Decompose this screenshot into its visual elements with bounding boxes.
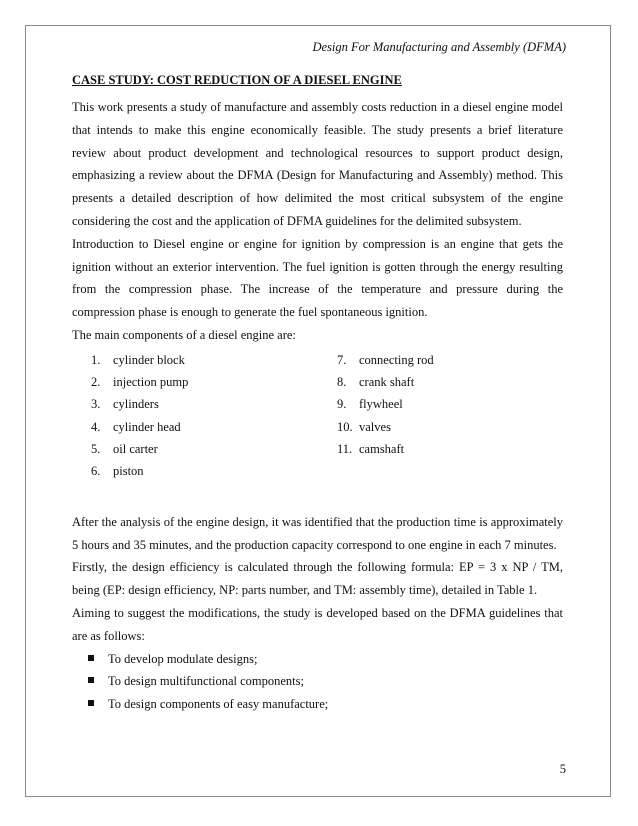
list-item: 8. crank shaft	[337, 375, 415, 390]
list-item: 11. camshaft	[337, 441, 405, 456]
diesel-paragraph: Introduction to Diesel engine or engine for ignition by compression is an engine that gets the ignition without an exterior intervention. The fuel ignition is gotten through the energy resulting from the compression phase. The increase of the temperature and pressure during the compression phase is enough to generate the fuel spontaneous ignition.	[72, 236, 563, 320]
list-item: 1. cylinder block	[91, 352, 185, 367]
list-item: 5. oil carter	[91, 441, 158, 456]
section-heading: CASE STUDY: COST REDUCTION OF A DIESEL ENGINE	[72, 73, 402, 87]
aiming-paragraph: Aiming to suggest the modifications, the study is developed based on the DFMA guidelines that are as follows:	[72, 605, 563, 643]
list-item: To develop modulate designs;	[88, 648, 563, 671]
square-bullet-icon	[88, 655, 94, 661]
intro-paragraph: This work presents a study of manufacture and assembly costs reduction in a diesel engine model that intends to make this engine economically feasible. The study presents a brief literature review about product development and technological resources to support product design, emphasizing a review about the DFMA (Design for Manufacturing and Assembly) method. This presents a detailed description of how delimited the most critical subsystem of the engine considering the cost and the application of DFMA guidelines for the delimited subsystem.	[72, 100, 563, 228]
analysis-paragraph: After the analysis of the engine design, it was identified that the production time is approximately 5 hours and 35 minutes, and the production capacity correspond to one engine in each 7 minutes.	[72, 514, 563, 552]
list-item: To design components of easy manufacture;	[88, 693, 563, 716]
list-item: 7. connecting rod	[337, 352, 434, 367]
list-item: 4. cylinder head	[91, 419, 181, 434]
page-content	[72, 70, 563, 716]
list-item: To design multifunctional components;	[88, 670, 563, 693]
list-item: 3. cylinders	[91, 397, 159, 412]
efficiency-paragraph: Firstly, the design efficiency is calculated through the following formula: EP = 3 x NP / TM, being (EP: design efficiency, NP: parts number, and TM: assembly time), detailed in Table 1.	[72, 560, 563, 598]
components-list	[72, 349, 563, 489]
spacer	[72, 489, 563, 511]
list-item: 6. piston	[91, 464, 144, 479]
list-item: 2. injection pump	[91, 375, 189, 390]
page-number: 5	[559, 762, 566, 776]
components-column-left	[91, 349, 188, 483]
running-header: Design For Manufacturing and Assembly (DFMA)	[312, 40, 566, 54]
components-column-right	[337, 349, 434, 460]
square-bullet-icon	[88, 677, 94, 683]
square-bullet-icon	[88, 700, 94, 706]
list-item: 9. flywheel	[337, 397, 403, 412]
list-item: 10. valves	[337, 419, 391, 434]
guidelines-list	[72, 648, 563, 716]
components-intro: The main components of a diesel engine are:	[72, 327, 296, 342]
